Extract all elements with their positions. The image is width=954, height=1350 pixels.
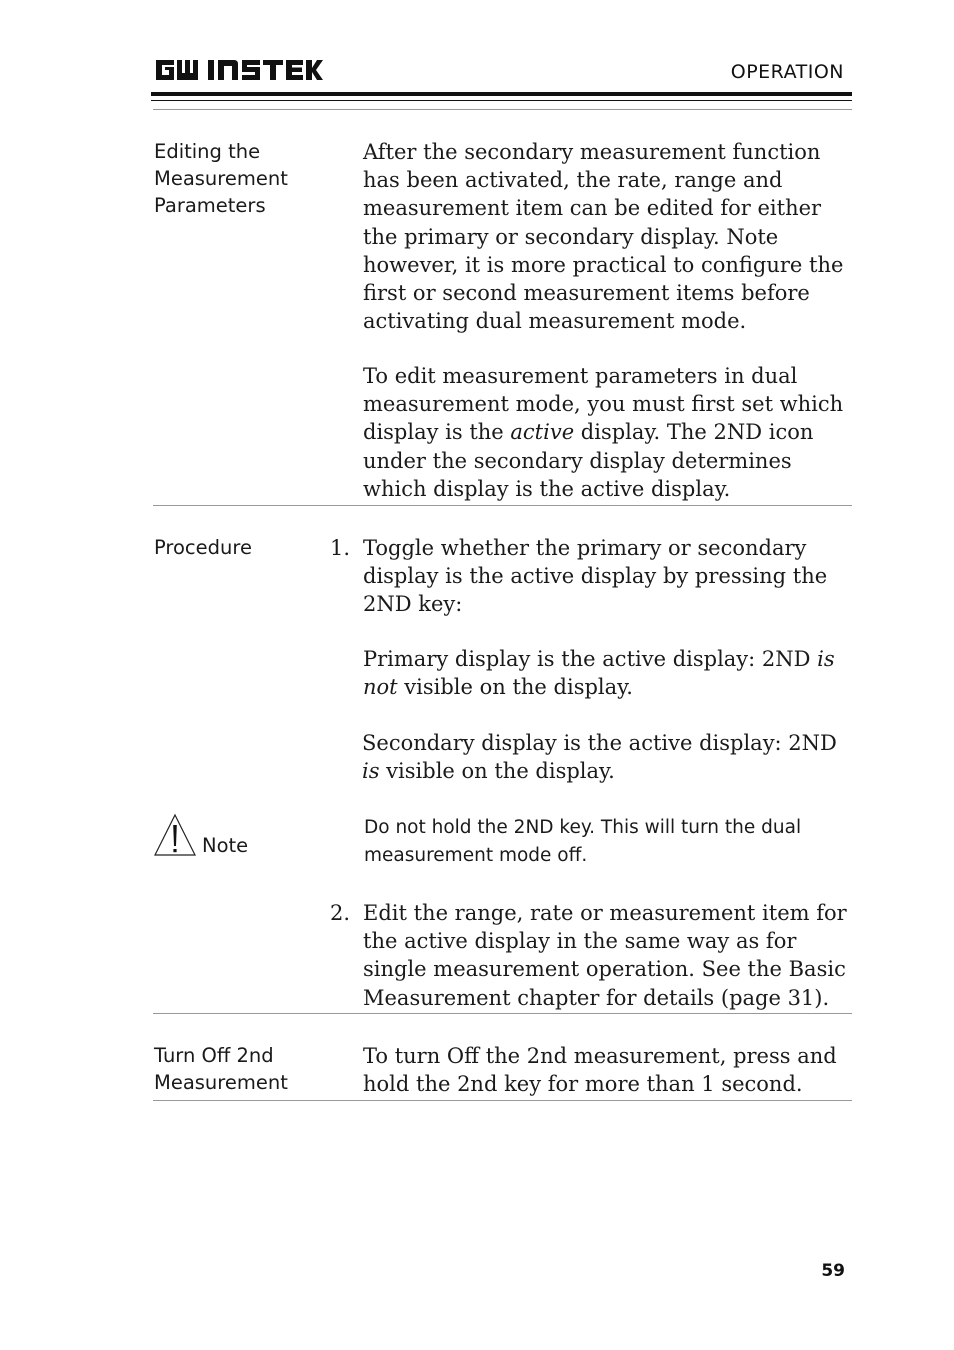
editing-paragraph-2 (363, 362, 853, 503)
header-rule-thick (151, 92, 852, 96)
step-2-text: Edit the range, rate or measurement item for the active display in the same way as for single measurement operation. See the Basic Measurement chapter for details (page 31). (363, 901, 847, 1010)
italic-text: active (510, 420, 575, 445)
step-1-number: 1. (330, 536, 351, 560)
section-title: OPERATION (730, 61, 844, 83)
primary-display-text (363, 645, 853, 701)
turn-off-text: To turn Off the 2nd measurement, press and hold the 2nd key for more than 1 second. (363, 1044, 837, 1097)
header-rule-thin (151, 100, 852, 101)
note-text: Do not hold the 2ND key. This will turn the dual measurement mode off. (364, 817, 802, 866)
text-run: visible on the display. (379, 759, 615, 784)
logo-icon (154, 56, 324, 82)
step-2-number: 2. (330, 901, 351, 925)
section-divider (153, 505, 852, 506)
secondary-display-text (362, 729, 852, 785)
label-line: Turn Off 2nd (154, 1044, 274, 1067)
page-number: 59 (821, 1261, 845, 1281)
label-line: Measurement (154, 1071, 288, 1094)
label-editing-parameters (154, 138, 288, 219)
label-line: Editing the (154, 140, 261, 163)
note-label: Note (202, 834, 249, 857)
gw-instek-logo (154, 56, 324, 82)
label-line: Parameters (154, 194, 266, 217)
label-turn-off (154, 1042, 288, 1096)
italic-text: is (362, 759, 380, 784)
section-divider (153, 1013, 852, 1014)
text-run: display. The 2ND icon under the secondary display determines which display is the active display. (363, 420, 814, 501)
table-top-rule (153, 109, 852, 110)
warning-icon (153, 813, 197, 862)
italic-text: is not (363, 647, 835, 700)
label-line: Measurement (154, 167, 288, 190)
text-run: visible on the display. (397, 675, 633, 700)
editing-paragraph-1: After the secondary measurement function has been activated, the rate, range and measurement item can be edited for either the primary or secondary display. Note however, it is more practical to configure the first or second measurement items before activating dual measurement mode. (363, 140, 844, 334)
text-run: To edit measurement parameters in dual measurement mode, you must first set which display is the (363, 364, 844, 445)
text-run: Secondary display is the active display: 2ND (362, 731, 837, 755)
step-1-text: Toggle whether the primary or secondary display is the active display by pressing the 2ND key: (363, 536, 828, 617)
text-run: Primary display is the active display: 2ND (363, 647, 818, 671)
label-procedure: Procedure (154, 536, 252, 559)
section-divider (153, 1100, 852, 1101)
